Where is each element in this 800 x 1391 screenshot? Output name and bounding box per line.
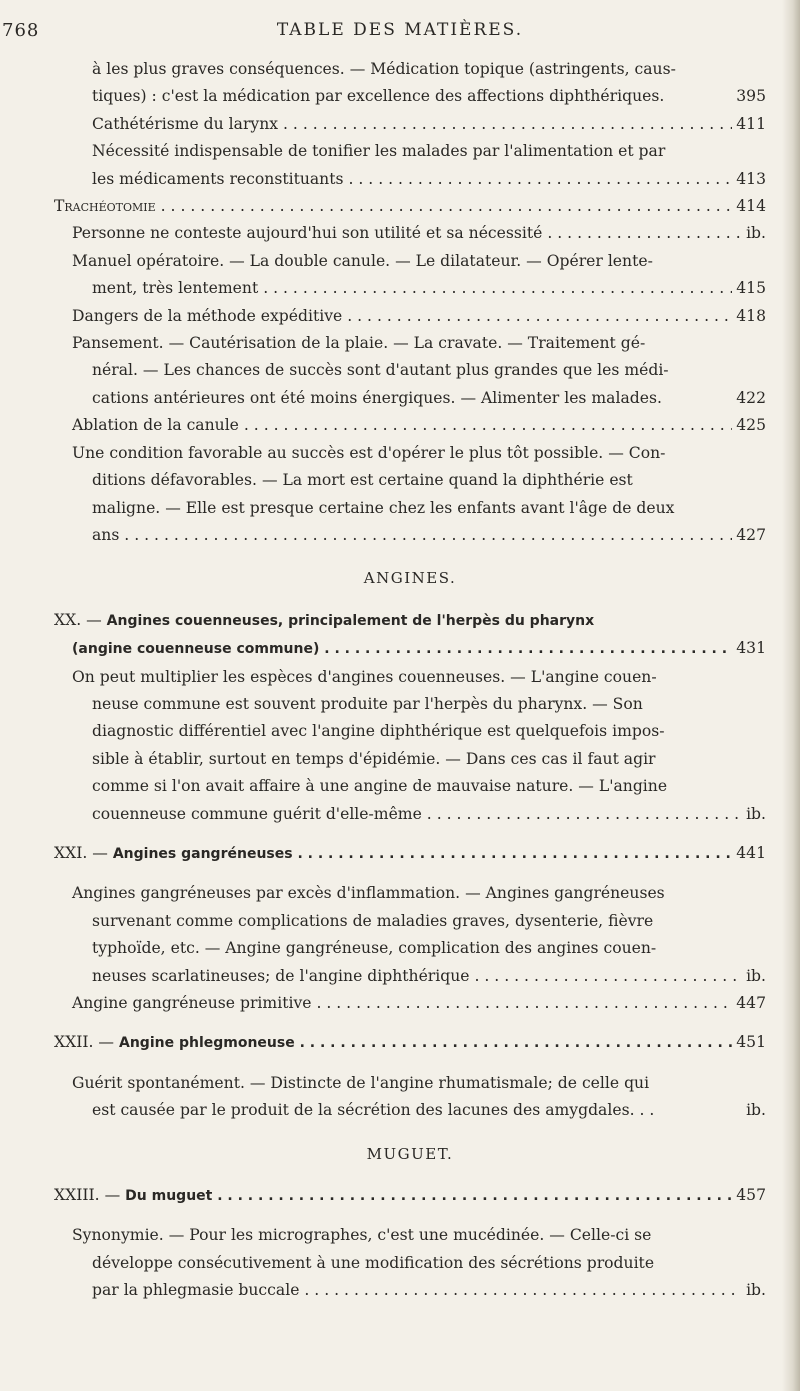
page-reference: 441 bbox=[732, 840, 766, 867]
entry-text: neuses scarlatineuses; de l'angine diphthérique . . . bbox=[92, 967, 766, 985]
page-reference: ib. bbox=[742, 1097, 766, 1124]
entry-text: Angines couenneuses, principalement de l'herpès du pharynx bbox=[106, 612, 595, 629]
toc-entry bbox=[54, 220, 766, 247]
toc-entry bbox=[54, 385, 766, 412]
page-reference: ib. bbox=[742, 801, 766, 828]
page-reference: 425 bbox=[732, 412, 766, 439]
toc-entry bbox=[54, 840, 766, 868]
entry-text: à les plus graves conséquences. — Médication topique (astringents, caus- bbox=[92, 60, 676, 78]
entry-text: maligne. — Elle est presque certaine chez les enfants avant l'âge de deux bbox=[92, 498, 675, 517]
entry-text: diagnostic différentiel avec l'angine diphthérique est quelquefois impos- bbox=[92, 722, 665, 741]
page-reference: 418 bbox=[732, 303, 766, 330]
entry-text: Ablation de la canule . . . bbox=[72, 416, 766, 434]
page-reference: 395 bbox=[732, 83, 766, 110]
toc-text-line bbox=[54, 1222, 766, 1249]
table-of-contents bbox=[54, 56, 766, 1305]
spacer bbox=[54, 868, 766, 880]
entry-text: survenant comme complications de maladies graves, dysenterie, fièvre bbox=[92, 911, 654, 930]
entry-text: Angines gangréneuses . . . bbox=[113, 846, 766, 862]
page-reference: 413 bbox=[732, 166, 766, 193]
entry-text: Du muguet . . . bbox=[125, 1188, 766, 1204]
spacer bbox=[54, 1017, 766, 1029]
toc-entry bbox=[54, 635, 766, 663]
entry-text: Personne ne conteste aujourd'hui son utilité et sa nécessité . . . bbox=[72, 224, 766, 242]
entry-text: Synonymie. — Pour les micrographes, c'est une mucédinée. — Celle-ci se bbox=[72, 1226, 652, 1245]
page-reference: 427 bbox=[732, 522, 766, 549]
spacer bbox=[54, 1058, 766, 1070]
toc-text-line bbox=[54, 467, 766, 494]
page-reference: ib. bbox=[742, 220, 766, 247]
page-reference: 457 bbox=[732, 1182, 766, 1209]
toc-entry bbox=[54, 111, 766, 138]
entry-text: Nécessité indispensable de tonifier les malades par l'alimentation et par bbox=[92, 142, 666, 161]
toc-text-line bbox=[54, 880, 766, 907]
page-reference: 451 bbox=[732, 1029, 766, 1056]
spacer bbox=[54, 828, 766, 840]
entry-text: Cathétérisme du larynx . . . bbox=[92, 115, 766, 133]
page-reference: ib. bbox=[742, 1277, 766, 1304]
entry-text: par la phlegmasie buccale . . . bbox=[92, 1281, 766, 1299]
entry-text: Une condition favorable au succès est d'opérer le plus tôt possible. — Con- bbox=[72, 443, 666, 462]
page-reference: 415 bbox=[732, 275, 766, 302]
toc-entry bbox=[54, 1277, 766, 1304]
toc-entry bbox=[54, 303, 766, 330]
lecture-numeral: XX. — bbox=[54, 610, 107, 629]
toc-text-line bbox=[54, 495, 766, 522]
entry-text: neuse commune est souvent produite par l'herpès du pharynx. — Son bbox=[92, 694, 643, 713]
toc-entry bbox=[54, 275, 766, 302]
entry-text: Manuel opératoire. — La double canule. — Le dilatateur. — Opérer lente- bbox=[72, 251, 653, 270]
entry-text: ditions défavorables. — La mort est certaine quand la diphthérie est bbox=[92, 471, 633, 490]
toc-entry bbox=[54, 522, 766, 549]
entry-text: les médicaments reconstituants . . . bbox=[92, 170, 766, 188]
entry-text: Trachéotomie . . . bbox=[54, 197, 766, 215]
page-reference: 422 bbox=[732, 385, 766, 412]
entry-text: (angine couenneuse commune) . . . bbox=[72, 641, 766, 657]
entry-text: Pansement. — Cautérisation de la plaie. — La cravate. — Traitement gé- bbox=[72, 334, 646, 353]
lecture-numeral: XXI. — bbox=[54, 843, 113, 862]
lecture-numeral: XXII. — bbox=[54, 1033, 119, 1052]
spacer bbox=[54, 1210, 766, 1222]
entry-text: Angine phlegmoneuse . . . bbox=[119, 1035, 766, 1051]
toc-entry bbox=[54, 801, 766, 828]
page-reference: 414 bbox=[732, 193, 766, 220]
toc-text-line bbox=[54, 746, 766, 773]
entry-text: On peut multiplier les espèces d'angines couenneuses. — L'angine couen- bbox=[72, 667, 657, 686]
toc-text-line bbox=[54, 56, 766, 83]
toc-entry bbox=[54, 1097, 766, 1124]
toc-text-line bbox=[54, 691, 766, 718]
toc-entry bbox=[54, 1182, 766, 1210]
entry-text: Angine gangréneuse primitive . . . bbox=[72, 994, 766, 1012]
toc-entry bbox=[54, 412, 766, 439]
page-reference: 431 bbox=[732, 635, 766, 662]
section-heading: ANGINES. bbox=[363, 569, 457, 588]
toc-entry bbox=[54, 607, 766, 635]
page-edge-shadow bbox=[782, 0, 800, 1391]
entry-text: développe consécutivement à une modification des sécrétions produite bbox=[92, 1253, 655, 1272]
toc-text-line bbox=[54, 1070, 766, 1097]
entry-text: couenneuse commune guérit d'elle-même . . . bbox=[92, 805, 766, 823]
entry-text: ment, très lentement . . . bbox=[92, 279, 766, 297]
toc-text-line bbox=[54, 440, 766, 467]
toc-entry bbox=[54, 166, 766, 193]
entry-text: Angines gangréneuses par excès d'inflammation. — Angines gangréneuses bbox=[72, 884, 665, 903]
section-heading: MUGUET. bbox=[366, 1144, 454, 1163]
toc-text-line bbox=[54, 718, 766, 745]
entry-text: typhoïde, etc. — Angine gangréneuse, complication des angines couen- bbox=[92, 939, 657, 958]
entry-text: est causée par le produit de la sécrétion des lacunes des amygdales. . . bbox=[92, 1101, 655, 1120]
page-reference: 411 bbox=[732, 111, 766, 138]
page-reference: 447 bbox=[732, 990, 766, 1017]
entry-text: comme si l'on avait affaire à une angine de mauvaise nature. — L'angine bbox=[92, 777, 668, 796]
entry-text: ans . . . bbox=[92, 526, 766, 544]
running-title: TABLE DES MATIÈRES. bbox=[276, 20, 524, 40]
toc-text-line bbox=[54, 330, 766, 357]
toc-text-line bbox=[54, 664, 766, 691]
toc-text-line bbox=[54, 357, 766, 384]
page-number: 768 bbox=[2, 20, 40, 41]
entry-text: néral. — Les chances de succès sont d'autant plus grandes que les médi- bbox=[92, 361, 669, 380]
entry-text: tiques) : c'est la médication par excellence des affections diphthériques. bbox=[92, 87, 665, 106]
entry-text: sible à établir, surtout en temps d'épidémie. — Dans ces cas il faut agir bbox=[92, 749, 656, 768]
lecture-numeral: XXIII. — bbox=[54, 1186, 126, 1205]
toc-entry bbox=[54, 1029, 766, 1057]
page-reference: ib. bbox=[742, 963, 766, 990]
toc-text-line bbox=[54, 248, 766, 275]
toc-entry bbox=[54, 193, 766, 220]
entry-text: cations antérieures ont été moins énergiques. — Alimenter les malades. bbox=[92, 388, 662, 407]
toc-text-line bbox=[54, 935, 766, 962]
toc-text-line bbox=[54, 908, 766, 935]
toc-entry bbox=[54, 990, 766, 1017]
toc-text-line bbox=[54, 1250, 766, 1277]
toc-text-line bbox=[54, 773, 766, 800]
entry-text: Guérit spontanément. — Distincte de l'angine rhumatismale; de celle qui bbox=[72, 1073, 650, 1092]
entry-text: Dangers de la méthode expéditive . . . bbox=[72, 307, 766, 325]
toc-entry bbox=[54, 963, 766, 990]
toc-entry bbox=[54, 83, 766, 110]
toc-text-line bbox=[54, 138, 766, 165]
